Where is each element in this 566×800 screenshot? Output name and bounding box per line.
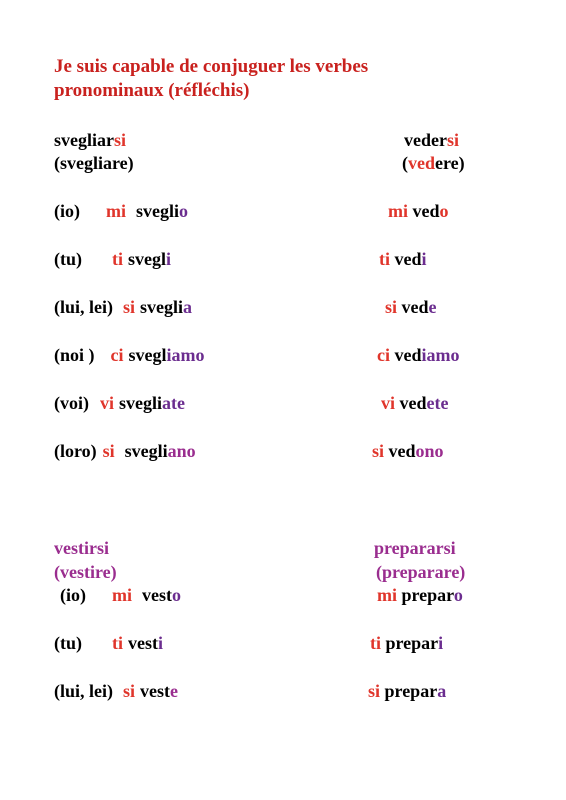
subject-pronoun: (voi) — [54, 393, 89, 413]
conj2-row-io-prepararsi — [377, 584, 463, 606]
verb-ending: i — [166, 249, 172, 269]
subject-pronoun: (noi ) — [54, 345, 95, 365]
verb-stem: prepar — [385, 633, 439, 653]
verb-stem: svegli — [136, 201, 179, 221]
verb-ending: i — [421, 249, 427, 269]
verb-stem: ved — [388, 441, 416, 461]
subject-pronoun: (tu) — [54, 249, 82, 269]
reflexive-pronoun: mi — [377, 585, 397, 605]
verb-stem: svegli — [140, 297, 184, 317]
verb-stem: svegli — [124, 441, 168, 461]
verb-base-stem: svegliare — [60, 153, 128, 173]
verb-vedersi-infinitive — [404, 129, 459, 151]
reflexive-pronoun: ti — [112, 633, 123, 653]
verb-ending: i — [158, 633, 164, 653]
verb-stem: ved — [394, 345, 422, 365]
reflexive-pronoun: ci — [377, 345, 390, 365]
verb-vedere-base — [402, 152, 465, 174]
verb-ending: i — [438, 633, 444, 653]
verb-prepararsi-infinitive: prepararsi — [374, 538, 456, 558]
reflexive-pronoun: ti — [112, 249, 123, 269]
conj-row-noi — [54, 344, 205, 366]
conj-row-io — [54, 200, 188, 222]
verb-ending: iamo — [421, 345, 460, 365]
reflexive-pronoun: ci — [110, 345, 124, 365]
verb-base-stem: ved — [408, 153, 435, 173]
paren-open: ( — [402, 153, 408, 173]
verb-ending: o — [453, 585, 463, 605]
reflexive-pronoun: mi — [112, 585, 132, 605]
verb-stem: ved — [394, 249, 422, 269]
verb-stem: svegli — [119, 393, 163, 413]
verb-ending: o — [439, 201, 449, 221]
paren-open: ( — [54, 153, 60, 173]
verb-svegliarsi-infinitive — [54, 129, 126, 151]
reflexive-pronoun: mi — [106, 201, 126, 221]
verb-stem: svegl — [128, 345, 167, 365]
conj-row-lui-lei — [54, 296, 192, 318]
conj-row-voi-vedersi — [381, 392, 449, 414]
conj-row-tu-vedersi — [379, 248, 427, 270]
reflexive-pronoun: si — [123, 297, 136, 317]
reflexive-pronoun: si — [385, 297, 398, 317]
verb-ending: o — [179, 201, 188, 221]
verb-ending: iamo — [166, 345, 205, 365]
subject-pronoun: (io) — [60, 585, 86, 605]
subject-pronoun: (io) — [54, 201, 80, 221]
conj-row-loro — [54, 440, 196, 462]
verb-stem: veder — [404, 130, 447, 150]
verb-stem: vest — [128, 633, 158, 653]
verb-svegliare-base — [54, 152, 134, 174]
verb-stem: ved — [401, 297, 429, 317]
verb-ending: e — [170, 681, 179, 701]
verb-ending: e — [428, 297, 437, 317]
reflexive-pronoun: si — [368, 681, 381, 701]
conj-row-noi-vedersi — [377, 344, 460, 366]
reflexive-pronoun: vi — [381, 393, 396, 413]
verb-stem: ved — [399, 393, 427, 413]
conj2-row-lui-lei-prepararsi — [368, 680, 446, 702]
reflexive-pronoun: si — [372, 441, 385, 461]
verb-preparare-base: (preparare) — [376, 562, 466, 582]
paren-close: ) — [127, 153, 134, 173]
verb-ending: a — [183, 297, 193, 317]
verb-ending: ate — [162, 393, 185, 413]
verb-stem: vest — [142, 585, 172, 605]
verb-base-ending: ere — [435, 153, 459, 173]
verb-ending: a — [437, 681, 447, 701]
reflexive-pronoun: ti — [379, 249, 390, 269]
verb-ending: ete — [426, 393, 449, 413]
conj-row-loro-vedersi — [372, 440, 444, 462]
conj2-row-tu — [54, 632, 163, 654]
subject-pronoun: (loro) — [54, 441, 97, 461]
page-title-line-1: Je suis capable de conjuguer les verbes — [54, 56, 369, 77]
subject-pronoun: (tu) — [54, 633, 82, 653]
verb-stem: prepar — [384, 681, 438, 701]
conj-row-tu — [54, 248, 171, 270]
verb-vestire-base: (vestire) — [54, 562, 117, 582]
verb-ending: ono — [415, 441, 444, 461]
verb-stem: ved — [412, 201, 440, 221]
conj2-row-tu-prepararsi — [370, 632, 443, 654]
reflexive-pronoun: vi — [100, 393, 115, 413]
verb-stem: vest — [140, 681, 171, 701]
verb-stem: prepar — [401, 585, 454, 605]
verb-stem: svegl — [128, 249, 166, 269]
conj2-row-lui-lei — [54, 680, 178, 702]
conj-row-io-vedersi — [388, 200, 449, 222]
verb-stem: svegliar — [54, 130, 114, 150]
subject-pronoun: (lui, lei) — [54, 681, 113, 701]
subject-pronoun: (lui, lei) — [54, 297, 113, 317]
conj-row-lui-lei-vedersi — [385, 296, 437, 318]
conj-row-voi — [54, 392, 185, 414]
reflexive-pronoun: mi — [388, 201, 408, 221]
reflexive-suffix: si — [114, 130, 127, 150]
verb-ending: ano — [167, 441, 196, 461]
conj2-row-io — [60, 584, 181, 606]
reflexive-suffix: si — [446, 130, 459, 150]
paren-close: ) — [458, 153, 465, 173]
verb-ending: o — [172, 585, 181, 605]
reflexive-pronoun: si — [102, 441, 115, 461]
reflexive-pronoun: ti — [370, 633, 381, 653]
reflexive-pronoun: si — [123, 681, 136, 701]
page-title-line-2: pronominaux (réfléchis) — [54, 80, 250, 101]
verb-vestirsi-infinitive: vestirsi — [54, 538, 109, 558]
